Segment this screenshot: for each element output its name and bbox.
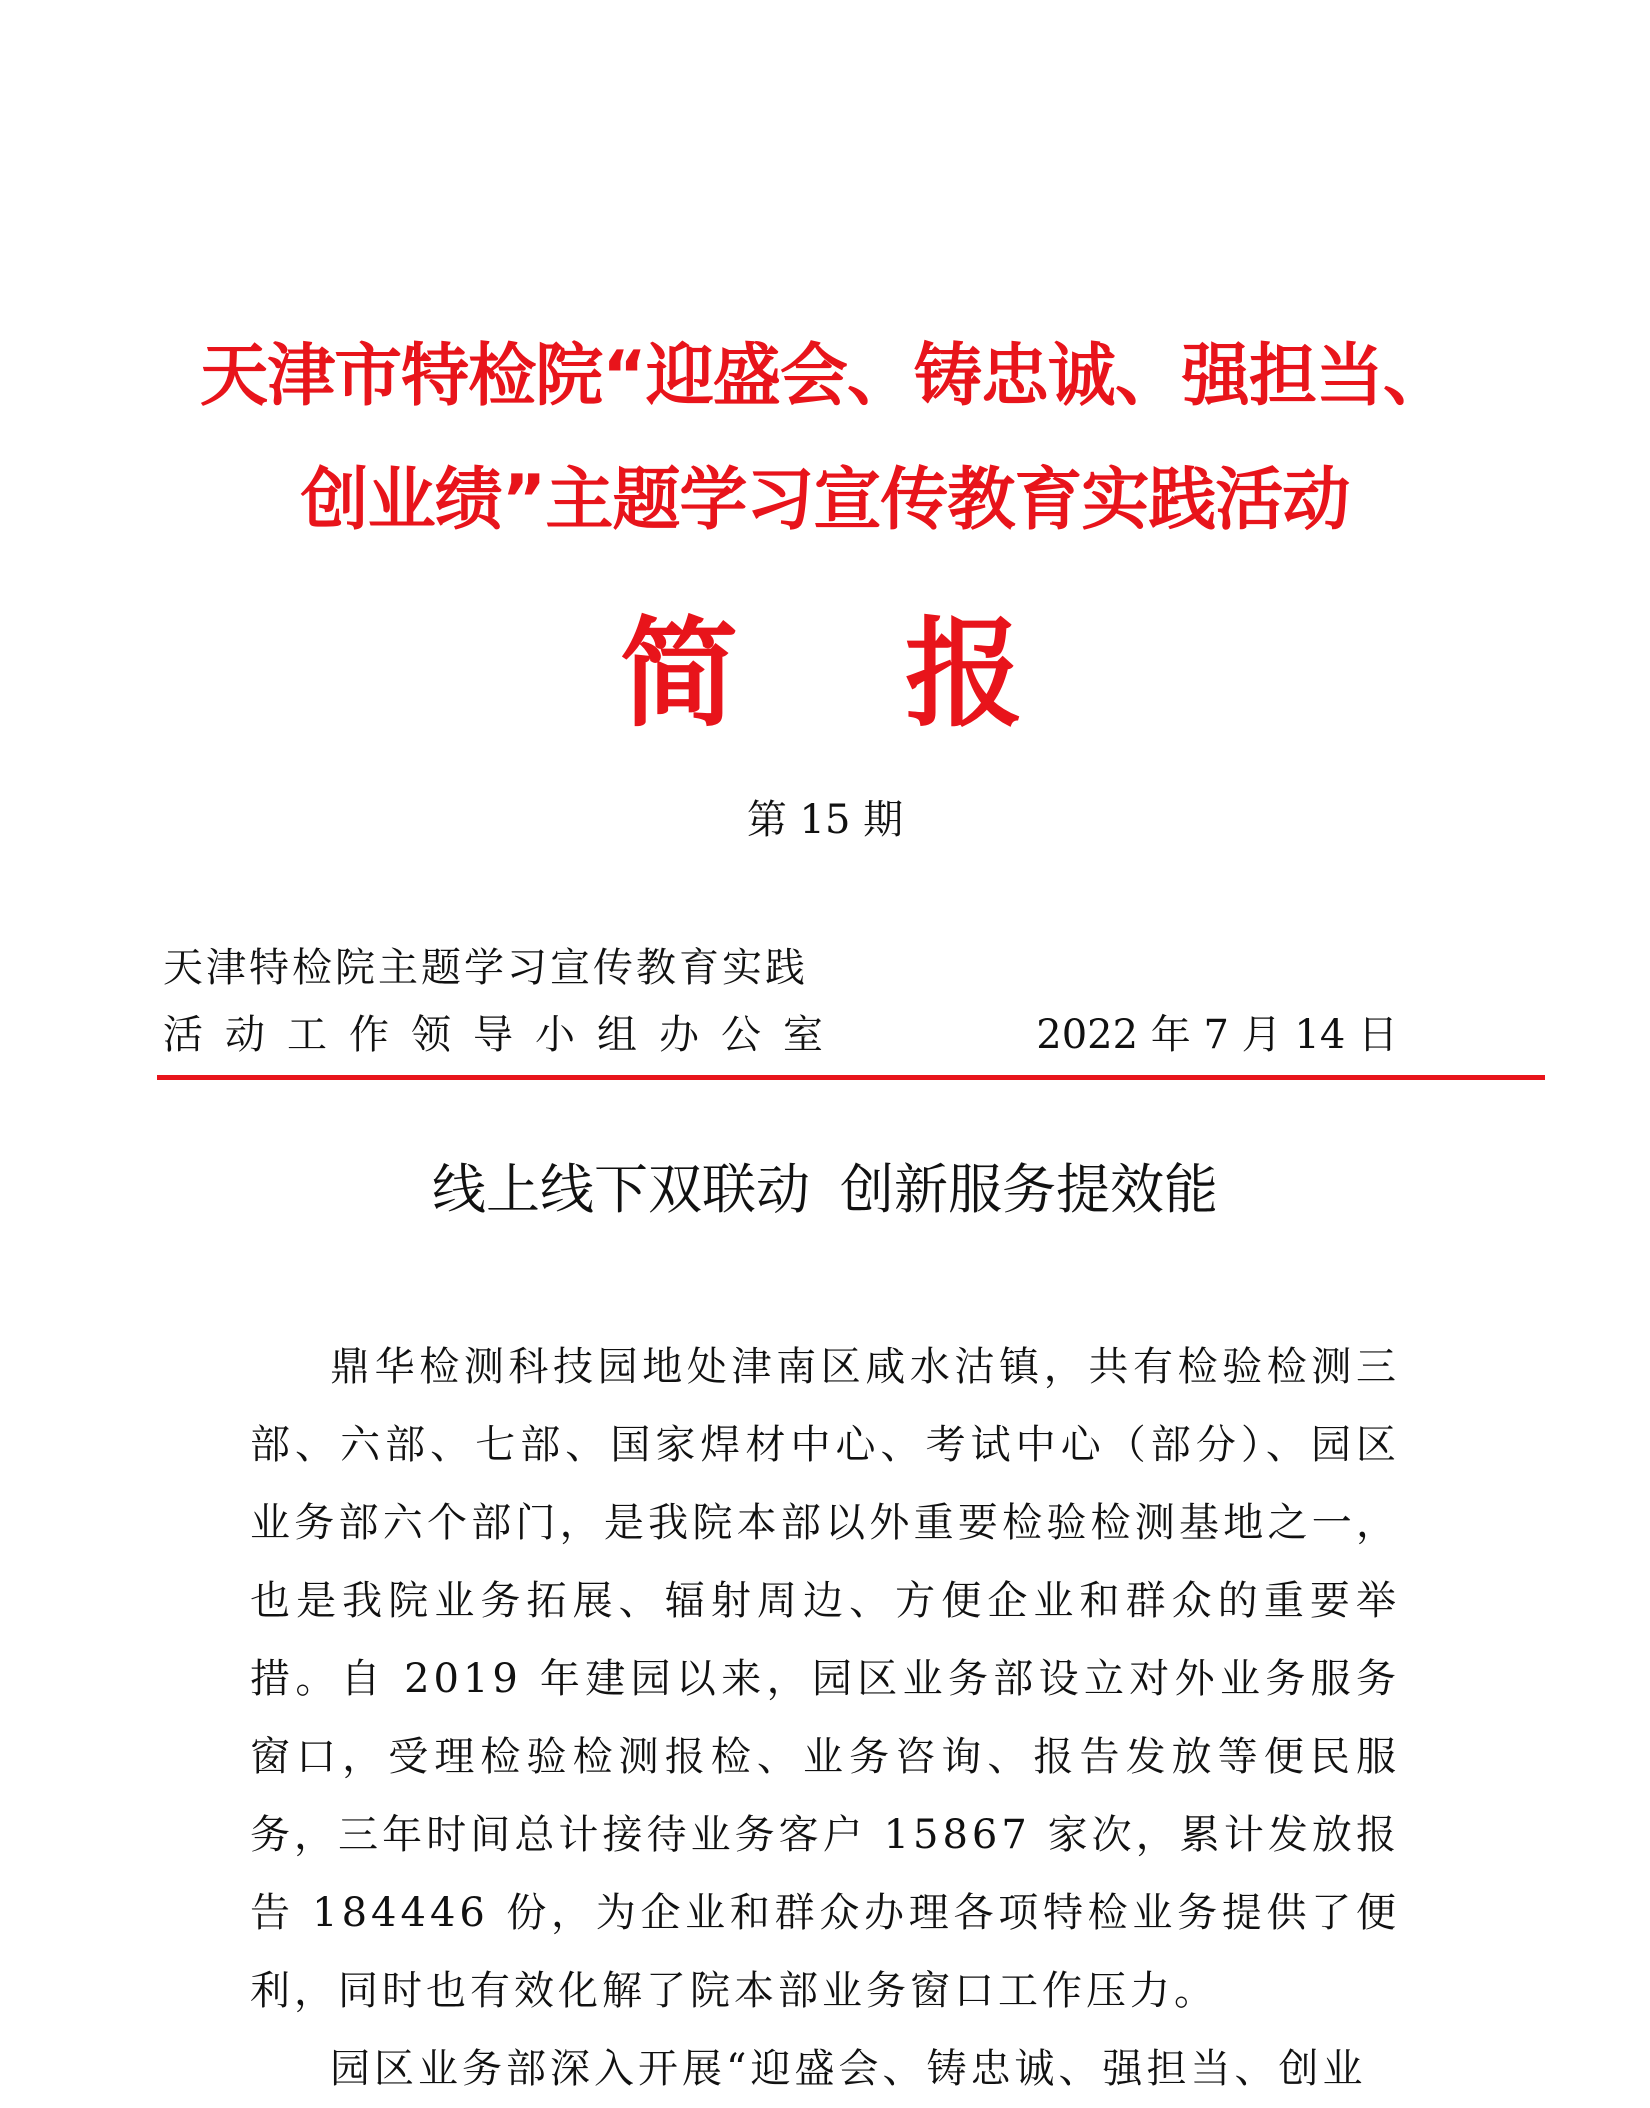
bulletin-title-line-2: 创业绩”主题学习宣传教育实践活动 bbox=[300, 461, 1350, 540]
bulletin-label-char-1: 简 bbox=[620, 605, 739, 743]
article-body bbox=[250, 1328, 1400, 2108]
issue-number: 第 15 期 bbox=[746, 797, 904, 843]
article-paragraph-1: 鼎华检测科技园地处津南区咸水沽镇，共有检验检测三部、六部、七部、国家焊材中心、考试中心（部分）、园区业务部六个部门，是我院本部以外重要检验检测基地之一，也是我院业务拓展、辐射周边、方便企业和群众的重要举措。自 2019 年建园以来，园区业务部设立对外业务服务窗口，受理检验检测报检、业务咨询、报告发放等便民服务，三年时间总计接待业务客户 15867 家次，累计发放报告 184446 份，为企业和群众办理各项特检业务提供了便利，同时也有效化解了院本部业务窗口工作压力。 bbox=[250, 1344, 1400, 2014]
issuer-line-1: 天津特检院主题学习宣传教育实践 bbox=[163, 945, 808, 991]
article-title-part-1: 线上线下双联动 bbox=[432, 1158, 810, 1221]
bulletin-label-char-2: 报 bbox=[905, 605, 1024, 743]
article-title bbox=[0, 1158, 1650, 1221]
article-paragraph-2: 园区业务部深入开展“迎盛会、铸忠诚、强担当、创业 bbox=[330, 2046, 1367, 2092]
issuer-line-2: 活动工作领导小组办公室 bbox=[163, 1012, 823, 1058]
bulletin-title-line-1: 天津市特检院“迎盛会、铸忠诚、强担当、 bbox=[200, 337, 1450, 416]
article-title-part-2: 创新服务提效能 bbox=[840, 1158, 1218, 1221]
issue-date: 2022 年 7 月 14 日 bbox=[1036, 1012, 1398, 1058]
header-divider bbox=[157, 1075, 1545, 1080]
